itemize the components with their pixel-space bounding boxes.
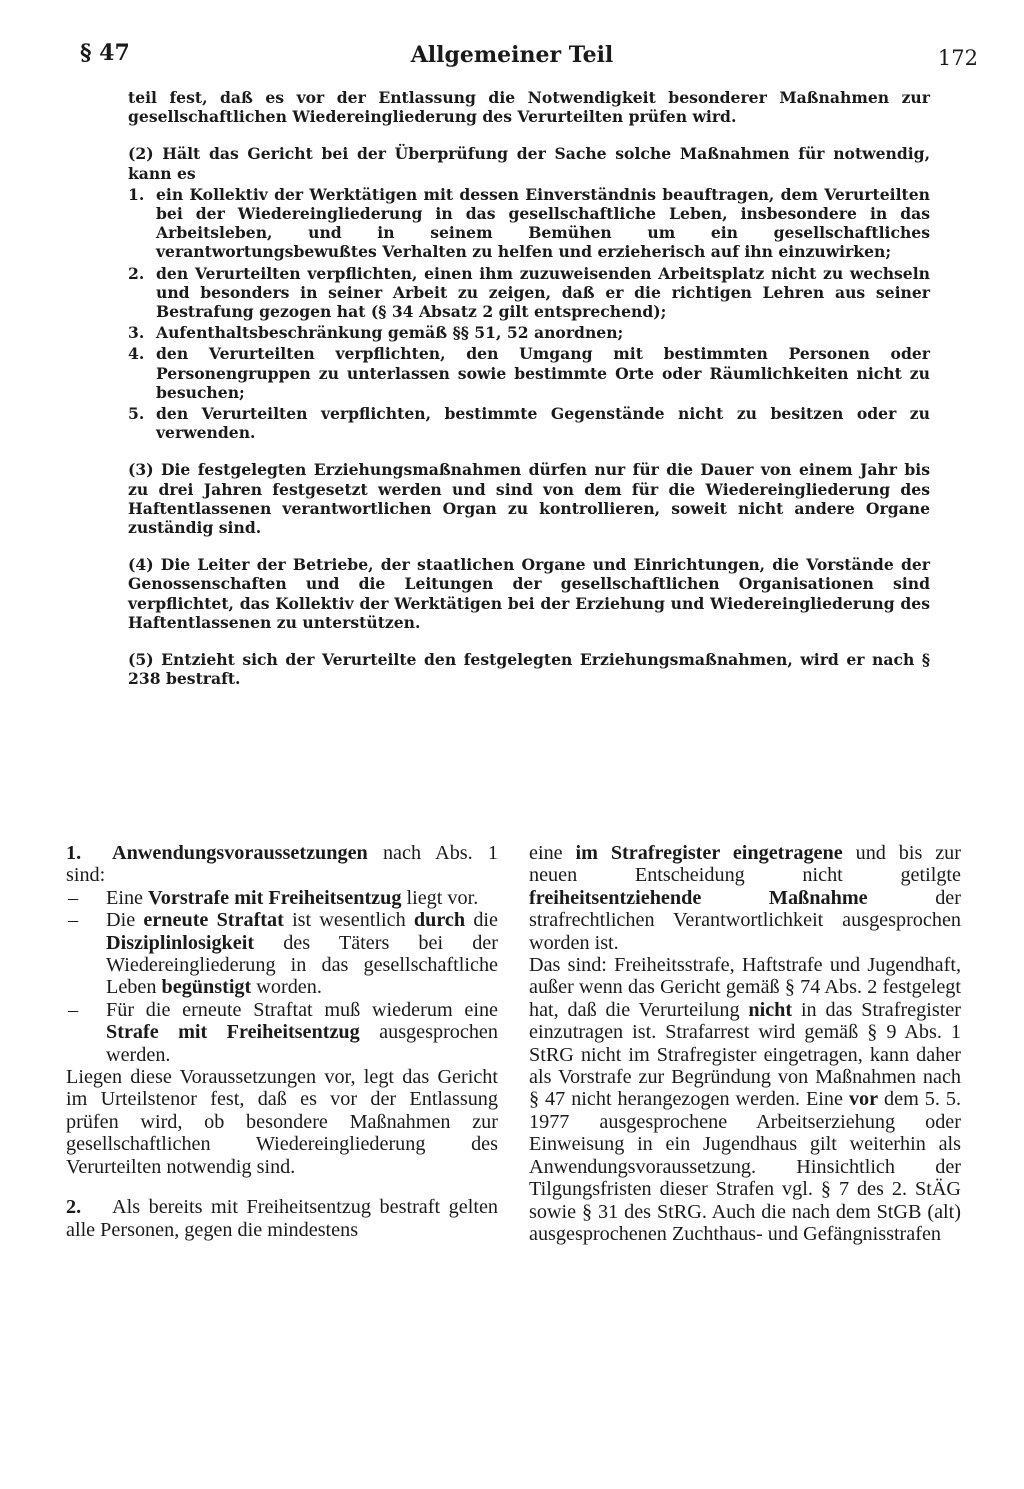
paragraph-2-lead: (2) Hält das Gericht bei der Überprüfung der Sache solche Maßnahmen für notwendig, kann es bbox=[128, 144, 930, 183]
emphasis: im Strafregister eingetragene bbox=[575, 842, 843, 864]
measure-item bbox=[128, 344, 930, 402]
note-1-conclusion: Liegen diese Voraussetzungen vor, legt das Gericht im Urteilstenor fest, daß es vor der Entlassung prüfen wird, ob besondere Maßnahmen zur gesellschaftlichen Wiedereingliederung des Verurteilten notwendig sind. bbox=[66, 1066, 498, 1178]
statute-paragraph-2 bbox=[128, 144, 930, 442]
statute-continuation: teil fest, daß es vor der Entlassung die Notwendigkeit besonderer Maßnahmen zur gesellschaftlichen Wiedereingliederung des Verurteilten prüfen wird. bbox=[128, 88, 930, 127]
text-run: Das sind: Freiheitsstrafe, Haftstrafe und Jugendhaft, außer wenn das Gericht gemäß § 74 Abs. 2 festgelegt hat, daß die Verurteilung bbox=[529, 954, 961, 1021]
measure-text: den Verurteilten verpflichten, bestimmte Gegenstände nicht zu besitzen oder zu verwenden. bbox=[156, 404, 930, 443]
measure-text: den Verurteilten verpflichten, den Umgang mit bestimmten Personen oder Personengruppen zu unterlassen sowie bestimmte Orte oder Räumlichkeiten nicht zu besuchen; bbox=[156, 344, 930, 402]
emphasis: vor bbox=[848, 1088, 879, 1111]
note-2-detail bbox=[529, 954, 961, 1245]
measure-item bbox=[128, 404, 930, 442]
measure-number: 3. bbox=[128, 323, 145, 343]
text-run: Die bbox=[106, 909, 144, 932]
measure-number: 5. bbox=[128, 404, 145, 424]
measure-item bbox=[128, 264, 930, 322]
text-run: in das Strafregister einzutragen ist. Strafarrest wird gemäß § 9 Abs. 1 StRG nicht im Strafregister eingetragen, kann daher als Vorstrafe zur Begründung von Maßnahmen nach § 47 nicht herangezogen werden. Eine bbox=[529, 998, 961, 1111]
commentary-right-column bbox=[529, 842, 961, 1245]
note-2-continuation bbox=[529, 842, 961, 954]
page-number: 172 bbox=[937, 46, 978, 70]
measure-number: 1. bbox=[128, 184, 145, 204]
text-run: der strafrechtlichen Verantwortlichkeit ausgesprochen worden ist. bbox=[529, 886, 961, 954]
text-run: worden. bbox=[251, 976, 322, 999]
section-marker: § 47 bbox=[80, 40, 130, 66]
dash-marker: – bbox=[68, 886, 79, 909]
statute-paragraph-3: (3) Die festgelegten Erziehungsmaßnahmen dürfen nur für die Dauer von einem Jahr bis zu drei Jahren festgesetzt werden und sind von dem für die Wiedereingliederung des Haftentlassenen verantwortlichen Organ zu kontrollieren, soweit nicht andere Organe zuständig sind. bbox=[128, 460, 930, 538]
emphasis: Strafe mit Freiheitsentzug bbox=[106, 1021, 360, 1044]
condition-item bbox=[66, 887, 498, 909]
text-run: die bbox=[465, 909, 498, 932]
text-run: liegt vor. bbox=[401, 886, 479, 909]
text-run: dem 5. 5. 1977 ausgesprochene Arbeitserziehung oder Einweisung in ein Jugendhaus gilt weiterhin als Anwendungsvoraussetzung. Hinsichtlich der Tilgungsfristen dieser Strafen vgl. § 7 des 2. StÄG sowie § 31 des StRG. Auch die nach dem StGB (alt) ausgesprochenen Zuchthaus- und Gefängnisstrafen bbox=[529, 1088, 962, 1245]
commentary-left-column bbox=[66, 842, 498, 1241]
dash-marker: – bbox=[68, 998, 79, 1021]
text-run: Eine bbox=[106, 886, 149, 909]
emphasis: freiheitsentziehende Maßnahme bbox=[529, 886, 868, 909]
emphasis: durch bbox=[413, 909, 466, 932]
measure-text: den Verurteilten verpflichten, einen ihm zuzuweisenden Arbeitsplatz nicht zu wechseln und besonders in seiner Arbeit zu zeigen, daß er die richtigen Lehren aus seiner Bestrafung gezogen hat (§ 34 Absatz 2 gilt entsprechend); bbox=[156, 263, 930, 322]
statute-text bbox=[128, 88, 930, 688]
dash-marker: – bbox=[68, 909, 79, 932]
note-1-heading-rest: nach Abs. 1 sind: bbox=[66, 842, 498, 887]
text-run: ist wesentlich bbox=[283, 909, 414, 932]
condition-item bbox=[66, 909, 498, 999]
note-number: 2. bbox=[66, 1196, 82, 1219]
running-title: Allgemeiner Teil bbox=[410, 42, 614, 68]
note-2-start bbox=[66, 1196, 498, 1241]
condition-item bbox=[66, 999, 498, 1066]
note-number: 1. bbox=[66, 842, 82, 864]
note-1-keyword: Anwendungsvoraussetzungen bbox=[112, 842, 368, 864]
statute-paragraph-4: (4) Die Leiter der Betriebe, der staatlichen Organe und Einrichtungen, die Vorstände der Genossenschaften und die Leitungen der gesellschaftlichen Organisationen sind verpflichtet, das Kollektiv der Werktätigen bei der Erziehung und Wiedereingliederung des Haftentlassenen zu unterstützen. bbox=[128, 555, 930, 632]
emphasis: Disziplinlosigkeit bbox=[106, 931, 255, 954]
text-run: eine bbox=[529, 842, 576, 864]
note-2-text: Als bereits mit Freiheitsentzug bestraft gelten alle Personen, gegen die mindestens bbox=[66, 1196, 498, 1241]
emphasis: erneute Straftat bbox=[143, 909, 284, 932]
measure-item bbox=[128, 323, 930, 342]
measure-item bbox=[128, 185, 930, 262]
text-run: des Täters bei der Wiedereingliederung in das gesellschaftliche Leben bbox=[106, 931, 498, 999]
emphasis: Vorstrafe mit Freiheitsentzug bbox=[148, 886, 402, 909]
measures-list bbox=[128, 185, 930, 443]
measure-text: ein Kollektiv der Werktätigen mit dessen Einverständnis beauftragen, dem Verurteilten bei der Wiedereingliederung in das gesellschaftliche Leben, insbesondere in das Arbeitsleben, und in seinem Bemühen um ein gesellschaftliches verantwortungsbewußtes Verhalten zu helfen und erzieherisch auf ihn einzuwirken; bbox=[156, 184, 930, 262]
text-run: und bis zur neuen Entscheidung nicht getilgte bbox=[529, 842, 961, 887]
statute-paragraph-5: (5) Entzieht sich der Verurteilte den festgelegten Erziehungsmaßnahmen, wird er nach § 238 bestraft. bbox=[128, 650, 930, 689]
emphasis: nicht bbox=[748, 998, 793, 1021]
text-run: Für die erneute Straftat muß wiederum eine bbox=[106, 998, 498, 1021]
text-run: ausgesprochen werden. bbox=[106, 1021, 498, 1066]
emphasis: begünstigt bbox=[161, 976, 252, 999]
note-1-heading bbox=[66, 842, 498, 887]
measure-text: Aufenthaltsbeschränkung gemäß §§ 51, 52 anordnen; bbox=[156, 323, 624, 343]
measure-number: 4. bbox=[128, 344, 145, 364]
measure-number: 2. bbox=[128, 263, 145, 283]
